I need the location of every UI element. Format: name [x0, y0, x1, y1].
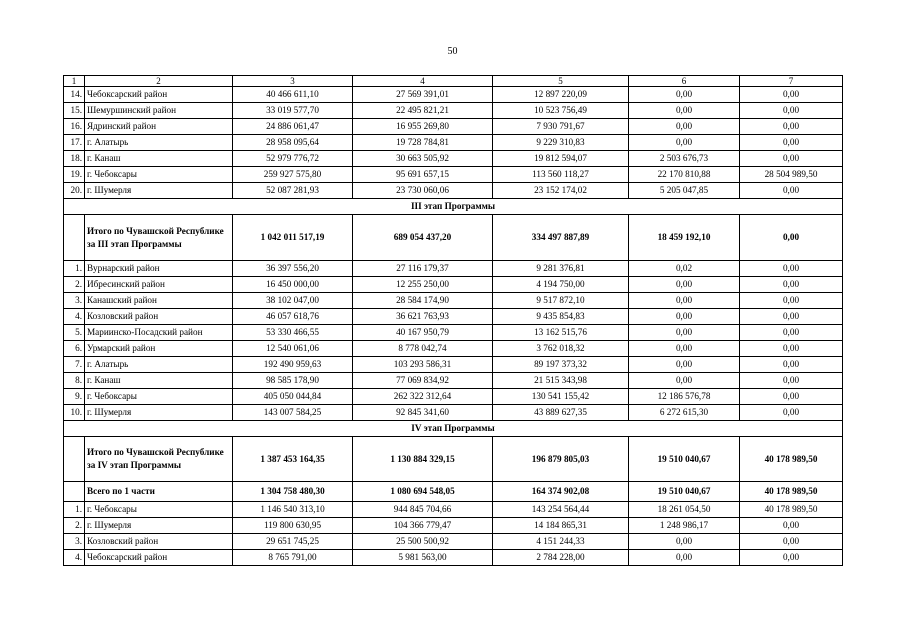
stage-heading-row: [64, 421, 843, 437]
region-name: г. Чебоксары: [85, 389, 233, 405]
amount-c7: 0,00: [740, 405, 843, 421]
amount-c4: 12 255 250,00: [353, 277, 493, 293]
amount-c6: 5 205 047,85: [629, 183, 740, 199]
amount-c5: 13 162 515,76: [493, 325, 629, 341]
region-name: Мариинско-Посадский район: [85, 325, 233, 341]
amount-c4: 104 366 779,47: [353, 518, 493, 534]
region-name: Козловский район: [85, 309, 233, 325]
amount-c5: 9 435 854,83: [493, 309, 629, 325]
amount-c6: 6 272 615,30: [629, 405, 740, 421]
region-name: Шемуршинский район: [85, 103, 233, 119]
amount-c5: 23 152 174,02: [493, 183, 629, 199]
row-number: 5.: [64, 325, 85, 341]
total-c5: 196 879 805,03: [493, 437, 629, 482]
row-number: 15.: [64, 103, 85, 119]
amount-c3: 12 540 061,06: [233, 341, 353, 357]
amount-c4: 22 495 821,21: [353, 103, 493, 119]
amount-c4: 30 663 505,92: [353, 151, 493, 167]
amount-c6: 0,00: [629, 534, 740, 550]
total-row: [64, 482, 843, 502]
table-row: [64, 373, 843, 389]
region-name: г. Шумерля: [85, 183, 233, 199]
amount-c4: 8 778 042,74: [353, 341, 493, 357]
region-name: г. Чебоксары: [85, 502, 233, 518]
amount-c3: 52 979 776,72: [233, 151, 353, 167]
region-name: г. Чебоксары: [85, 167, 233, 183]
amount-c5: 143 254 564,44: [493, 502, 629, 518]
row-number: 1.: [64, 502, 85, 518]
region-name: Козловский район: [85, 534, 233, 550]
amount-c5: 2 784 228,00: [493, 550, 629, 566]
amount-c6: 0,00: [629, 357, 740, 373]
amount-c6: 18 261 054,50: [629, 502, 740, 518]
row-number: 2.: [64, 277, 85, 293]
amount-c3: 52 087 281,93: [233, 183, 353, 199]
column-number-row: [64, 76, 843, 87]
amount-c3: 36 397 556,20: [233, 261, 353, 277]
row-number: 2.: [64, 518, 85, 534]
amount-c5: 14 184 865,31: [493, 518, 629, 534]
column-number: 4: [353, 76, 493, 87]
amount-c4: 5 981 563,00: [353, 550, 493, 566]
row-number: 7.: [64, 357, 85, 373]
table-row: [64, 277, 843, 293]
amount-c7: 40 178 989,50: [740, 502, 843, 518]
amount-c4: 262 322 312,64: [353, 389, 493, 405]
table-row: [64, 183, 843, 199]
region-name: Чебоксарский район: [85, 87, 233, 103]
table-row: [64, 87, 843, 103]
amount-c3: 33 019 577,70: [233, 103, 353, 119]
table-row: [64, 151, 843, 167]
table-row: [64, 135, 843, 151]
amount-c6: 0,02: [629, 261, 740, 277]
amount-c3: 405 050 044,84: [233, 389, 353, 405]
amount-c4: 103 293 586,31: [353, 357, 493, 373]
table-row: [64, 502, 843, 518]
total-c3: 1 387 453 164,35: [233, 437, 353, 482]
amount-c7: 0,00: [740, 325, 843, 341]
amount-c5: 9 229 310,83: [493, 135, 629, 151]
row-number: 3.: [64, 293, 85, 309]
amount-c4: 25 500 500,92: [353, 534, 493, 550]
table-row: [64, 293, 843, 309]
total-c4: 1 080 694 548,05: [353, 482, 493, 502]
amount-c6: 0,00: [629, 550, 740, 566]
amount-c6: 0,00: [629, 87, 740, 103]
stage-heading: III этап Программы: [64, 199, 843, 215]
amount-c3: 53 330 466,55: [233, 325, 353, 341]
total-c6: 19 510 040,67: [629, 437, 740, 482]
amount-c7: 0,00: [740, 183, 843, 199]
row-number: 19.: [64, 167, 85, 183]
total-c7: 0,00: [740, 215, 843, 261]
amount-c7: 0,00: [740, 135, 843, 151]
amount-c4: 27 569 391,01: [353, 87, 493, 103]
total-row: [64, 215, 843, 261]
amount-c5: 89 197 373,32: [493, 357, 629, 373]
total-label: Итого по Чувашской Республике за IV этап Программы: [85, 437, 233, 482]
column-number: 5: [493, 76, 629, 87]
amount-c3: 24 886 061,47: [233, 119, 353, 135]
amount-c3: 40 466 611,10: [233, 87, 353, 103]
amount-c3: 192 490 959,63: [233, 357, 353, 373]
amount-c5: 3 762 018,32: [493, 341, 629, 357]
amount-c4: 92 845 341,60: [353, 405, 493, 421]
amount-c7: 28 504 989,50: [740, 167, 843, 183]
amount-c7: 0,00: [740, 389, 843, 405]
amount-c5: 12 897 220,09: [493, 87, 629, 103]
region-name: Ядринский район: [85, 119, 233, 135]
amount-c7: 0,00: [740, 119, 843, 135]
total-c3: 1 042 011 517,19: [233, 215, 353, 261]
row-number: [64, 215, 85, 261]
table-row: [64, 534, 843, 550]
amount-c7: 0,00: [740, 357, 843, 373]
amount-c5: 7 930 791,67: [493, 119, 629, 135]
amount-c5: 21 515 343,98: [493, 373, 629, 389]
amount-c3: 16 450 000,00: [233, 277, 353, 293]
amount-c5: 19 812 594,07: [493, 151, 629, 167]
amount-c3: 119 800 630,95: [233, 518, 353, 534]
row-number: 9.: [64, 389, 85, 405]
amount-c4: 40 167 950,79: [353, 325, 493, 341]
amount-c4: 77 069 834,92: [353, 373, 493, 389]
amount-c7: 0,00: [740, 261, 843, 277]
total-c7: 40 178 989,50: [740, 437, 843, 482]
amount-c5: 9 517 872,10: [493, 293, 629, 309]
total-c6: 18 459 192,10: [629, 215, 740, 261]
table-row: [64, 325, 843, 341]
row-number: [64, 482, 85, 502]
amount-c7: 0,00: [740, 373, 843, 389]
funding-table: [63, 75, 843, 566]
table-row: [64, 261, 843, 277]
amount-c6: 0,00: [629, 103, 740, 119]
amount-c6: 0,00: [629, 325, 740, 341]
amount-c5: 130 541 155,42: [493, 389, 629, 405]
region-name: Ибресинский район: [85, 277, 233, 293]
row-number: 16.: [64, 119, 85, 135]
amount-c4: 95 691 657,15: [353, 167, 493, 183]
table-row: [64, 119, 843, 135]
region-name: г. Канаш: [85, 151, 233, 167]
total-row: [64, 437, 843, 482]
region-name: г. Алатырь: [85, 135, 233, 151]
amount-c5: 43 889 627,35: [493, 405, 629, 421]
region-name: г. Шумерля: [85, 518, 233, 534]
stage-heading: IV этап Программы: [64, 421, 843, 437]
total-c6: 19 510 040,67: [629, 482, 740, 502]
row-number: 10.: [64, 405, 85, 421]
column-number: 7: [740, 76, 843, 87]
total-c4: 689 054 437,20: [353, 215, 493, 261]
amount-c7: 0,00: [740, 293, 843, 309]
row-number: 18.: [64, 151, 85, 167]
column-number: 1: [64, 76, 85, 87]
amount-c6: 0,00: [629, 309, 740, 325]
amount-c3: 259 927 575,80: [233, 167, 353, 183]
region-name: Урмарский район: [85, 341, 233, 357]
table-row: [64, 309, 843, 325]
total-c5: 334 497 887,89: [493, 215, 629, 261]
amount-c6: 0,00: [629, 119, 740, 135]
amount-c4: 28 584 174,90: [353, 293, 493, 309]
amount-c7: 0,00: [740, 87, 843, 103]
amount-c7: 0,00: [740, 309, 843, 325]
amount-c3: 29 651 745,25: [233, 534, 353, 550]
page-number: 50: [447, 46, 458, 57]
amount-c6: 1 248 986,17: [629, 518, 740, 534]
amount-c3: 98 585 178,90: [233, 373, 353, 389]
row-number: 14.: [64, 87, 85, 103]
amount-c5: 113 560 118,27: [493, 167, 629, 183]
stage-heading-row: [64, 199, 843, 215]
amount-c6: 0,00: [629, 373, 740, 389]
table-row: [64, 357, 843, 373]
amount-c6: 0,00: [629, 293, 740, 309]
column-number: 6: [629, 76, 740, 87]
row-number: 8.: [64, 373, 85, 389]
table-row: [64, 103, 843, 119]
row-number: 6.: [64, 341, 85, 357]
amount-c7: 0,00: [740, 277, 843, 293]
region-name: г. Алатырь: [85, 357, 233, 373]
amount-c6: 12 186 576,78: [629, 389, 740, 405]
amount-c7: 0,00: [740, 341, 843, 357]
total-c5: 164 374 902,08: [493, 482, 629, 502]
amount-c4: 944 845 704,66: [353, 502, 493, 518]
amount-c3: 1 146 540 313,10: [233, 502, 353, 518]
table-row: [64, 518, 843, 534]
row-number: 4.: [64, 309, 85, 325]
row-number: 1.: [64, 261, 85, 277]
amount-c4: 27 116 179,37: [353, 261, 493, 277]
amount-c7: 0,00: [740, 534, 843, 550]
region-name: Канашский район: [85, 293, 233, 309]
amount-c3: 38 102 047,00: [233, 293, 353, 309]
amount-c6: 2 503 676,73: [629, 151, 740, 167]
total-c3: 1 304 758 480,30: [233, 482, 353, 502]
amount-c5: 4 151 244,33: [493, 534, 629, 550]
amount-c5: 4 194 750,00: [493, 277, 629, 293]
table-body: [64, 76, 843, 566]
amount-c7: 0,00: [740, 103, 843, 119]
row-number: 17.: [64, 135, 85, 151]
table-row: [64, 167, 843, 183]
total-c7: 40 178 989,50: [740, 482, 843, 502]
region-name: Чебоксарский район: [85, 550, 233, 566]
amount-c3: 28 958 095,64: [233, 135, 353, 151]
row-number: 20.: [64, 183, 85, 199]
table-row: [64, 405, 843, 421]
amount-c7: 0,00: [740, 151, 843, 167]
amount-c4: 36 621 763,93: [353, 309, 493, 325]
total-c4: 1 130 884 329,15: [353, 437, 493, 482]
total-label: Итого по Чувашской Республике за III этап Программы: [85, 215, 233, 261]
amount-c3: 8 765 791,00: [233, 550, 353, 566]
column-number: 2: [85, 76, 233, 87]
amount-c7: 0,00: [740, 518, 843, 534]
row-number: 3.: [64, 534, 85, 550]
amount-c3: 46 057 618,76: [233, 309, 353, 325]
amount-c5: 10 523 756,49: [493, 103, 629, 119]
amount-c4: 23 730 060,06: [353, 183, 493, 199]
amount-c7: 0,00: [740, 550, 843, 566]
row-number: [64, 437, 85, 482]
column-number: 3: [233, 76, 353, 87]
amount-c4: 16 955 269,80: [353, 119, 493, 135]
amount-c3: 143 007 584,25: [233, 405, 353, 421]
region-name: г. Канаш: [85, 373, 233, 389]
table-row: [64, 389, 843, 405]
table-row: [64, 341, 843, 357]
amount-c6: 0,00: [629, 135, 740, 151]
amount-c6: 22 170 810,88: [629, 167, 740, 183]
region-name: г. Шумерля: [85, 405, 233, 421]
amount-c6: 0,00: [629, 277, 740, 293]
table-row: [64, 550, 843, 566]
amount-c6: 0,00: [629, 341, 740, 357]
amount-c5: 9 281 376,81: [493, 261, 629, 277]
row-number: 4.: [64, 550, 85, 566]
amount-c4: 19 728 784,81: [353, 135, 493, 151]
region-name: Вурнарский район: [85, 261, 233, 277]
total-label: Всего по 1 части: [85, 482, 233, 502]
